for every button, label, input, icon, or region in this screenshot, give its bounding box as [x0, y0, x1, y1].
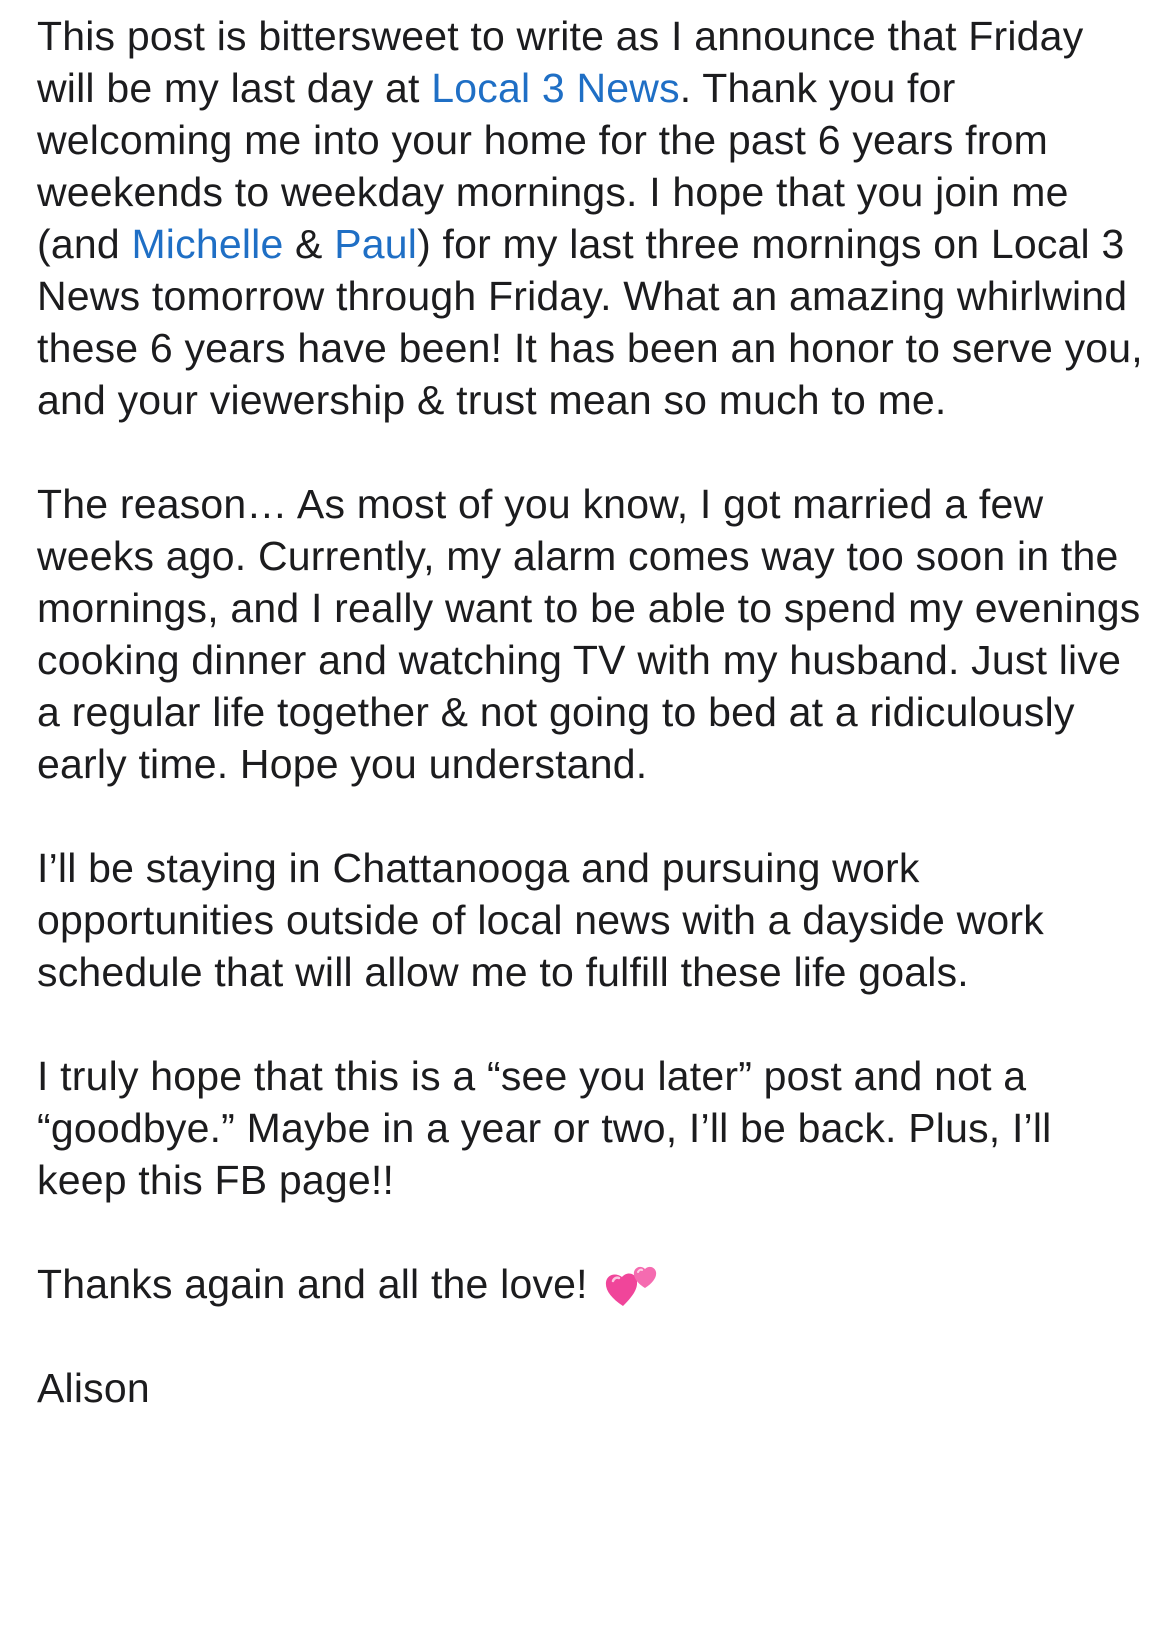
mention-local-3-news[interactable]: Local 3 News	[431, 65, 680, 111]
mention-paul[interactable]: Paul	[334, 221, 418, 267]
post-text: . Thank you for welcoming me into your home for the past 6 years from weekends to weekday mornings. I hope that you join me (and	[37, 65, 1069, 267]
mention-michelle[interactable]: Michelle	[131, 221, 284, 267]
post-text: &	[283, 221, 335, 267]
post-body	[37, 10, 1147, 1414]
post-paragraph-1	[37, 10, 1147, 426]
two-hearts-icon	[605, 1264, 659, 1308]
post-text: Thanks again and all the love!	[37, 1261, 600, 1307]
post-paragraph-5	[37, 1258, 1147, 1310]
post-text: This post is bittersweet to write as I announce that Friday will be my last day at	[37, 13, 1084, 111]
post-text: ) for my last three mornings on Local 3 News tomorrow through Friday. What an amazing whirlwind these 6 years have been! It has been an honor to serve you, and your viewership & trust mean so much to me.	[37, 221, 1143, 423]
post-paragraph-4: I truly hope that this is a “see you later” post and not a “goodbye.” Maybe in a year or two, I’ll be back. Plus, I’ll keep this FB page!!	[37, 1053, 1052, 1203]
post-paragraph-2: The reason… As most of you know, I got married a few weeks ago. Currently, my alarm comes way too soon in the mornings, and I really want to be able to spend my evenings cooking dinner and watching TV with my husband. Just live a regular life together & not going to bed at a ridiculously early time. Hope you understand.	[37, 481, 1141, 787]
signature: Alison	[37, 1365, 150, 1411]
post-paragraph-3: I’ll be staying in Chattanooga and pursuing work opportunities outside of local news with a dayside work schedule that will allow me to fulfill these life goals.	[37, 845, 1044, 995]
